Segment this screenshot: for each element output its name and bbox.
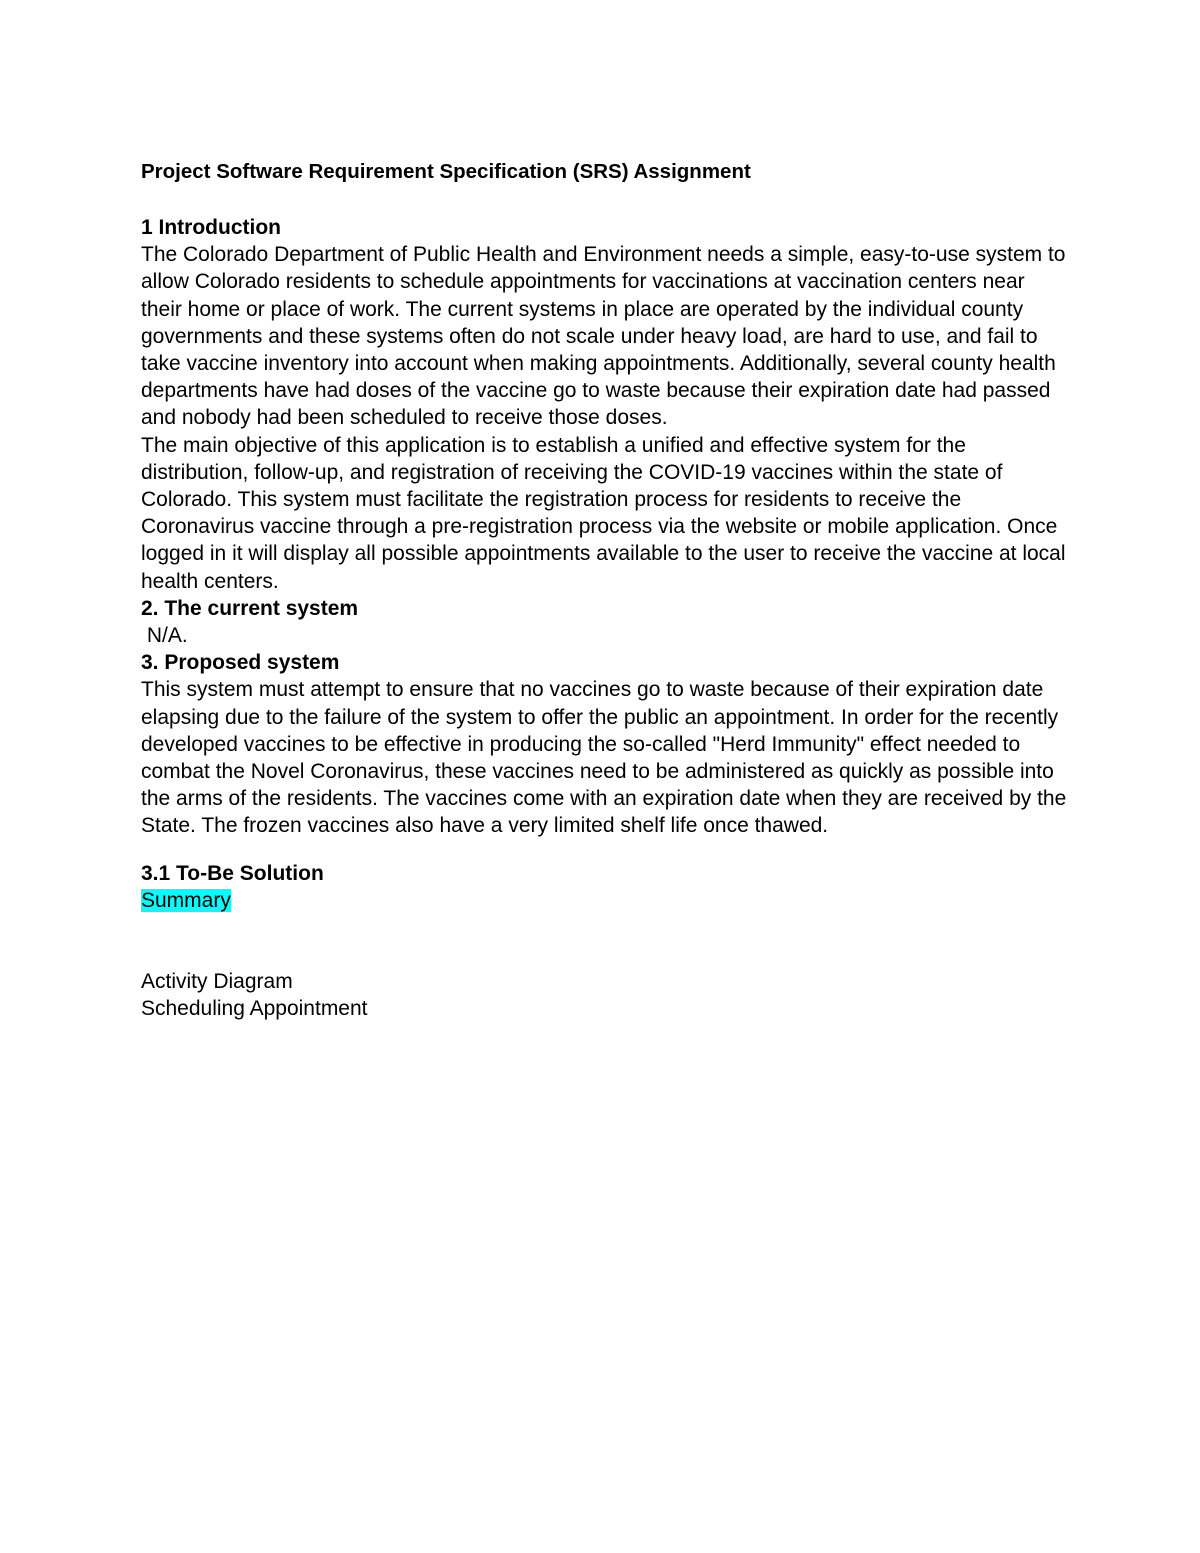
- scheduling-appointment-label: Scheduling Appointment: [141, 997, 368, 1021]
- summary-highlight: Summary: [141, 888, 231, 912]
- spacer: [141, 914, 1071, 968]
- section-3-heading: 3. Proposed system: [141, 651, 340, 675]
- activity-diagram-label: Activity Diagram: [141, 970, 293, 994]
- section-3-1-heading: 3.1 To-Be Solution: [141, 861, 324, 885]
- section-1-heading: 1 Introduction: [141, 216, 281, 239]
- intro-paragraph-1: The Colorado Department of Public Health and Environment needs a simple, easy-to-use system to allow Colorado residents to schedule appointments for vaccinations at vaccination centers near their home or place of work. The current systems in place are operated by the individual county governments and these systems often do not scale under heavy load, are hard to use, and fail to take vaccine inventory into account when making appointments. Additionally, several county health departments have had doses of the vaccine go to waste because their expiration date had passed and nobody had been scheduled to receive those doses.: [141, 243, 1066, 430]
- section-2-heading: 2. The current system: [141, 596, 359, 620]
- intro-paragraph-2: The main objective of this application is to establish a unified and effective system for the distribution, follow-up, and registration of receiving the COVID-19 vaccines within the state of Colorado. This system must facilitate the registration process for residents to receive the Coronavirus vaccine through a pre-registration process via the website or mobile application. Once logged in it will display all possible appointments available to the user to receive the vaccine at local health centers.: [141, 433, 1066, 593]
- document-title: Project Software Requirement Specification (SRS) Assignment: [141, 160, 751, 183]
- summary-line: [141, 887, 1071, 914]
- current-system-text: N/A.: [141, 624, 188, 648]
- proposed-system-text: This system must attempt to ensure that no vaccines go to waste because of their expiration date elapsing due to the failure of the system to offer the public an appointment. In order for the recently developed vaccines to be effective in producing the so-called "Herd Immunity" effect needed to combat the Novel Coronavirus, these vaccines need to be administered as quickly as possible into the arms of the residents. The vaccines come with an expiration date when they are received by the State. The frozen vaccines also have a very limited shelf life once thawed.: [141, 678, 1067, 838]
- document-body: [141, 157, 1071, 1022]
- spacer: [141, 840, 1071, 860]
